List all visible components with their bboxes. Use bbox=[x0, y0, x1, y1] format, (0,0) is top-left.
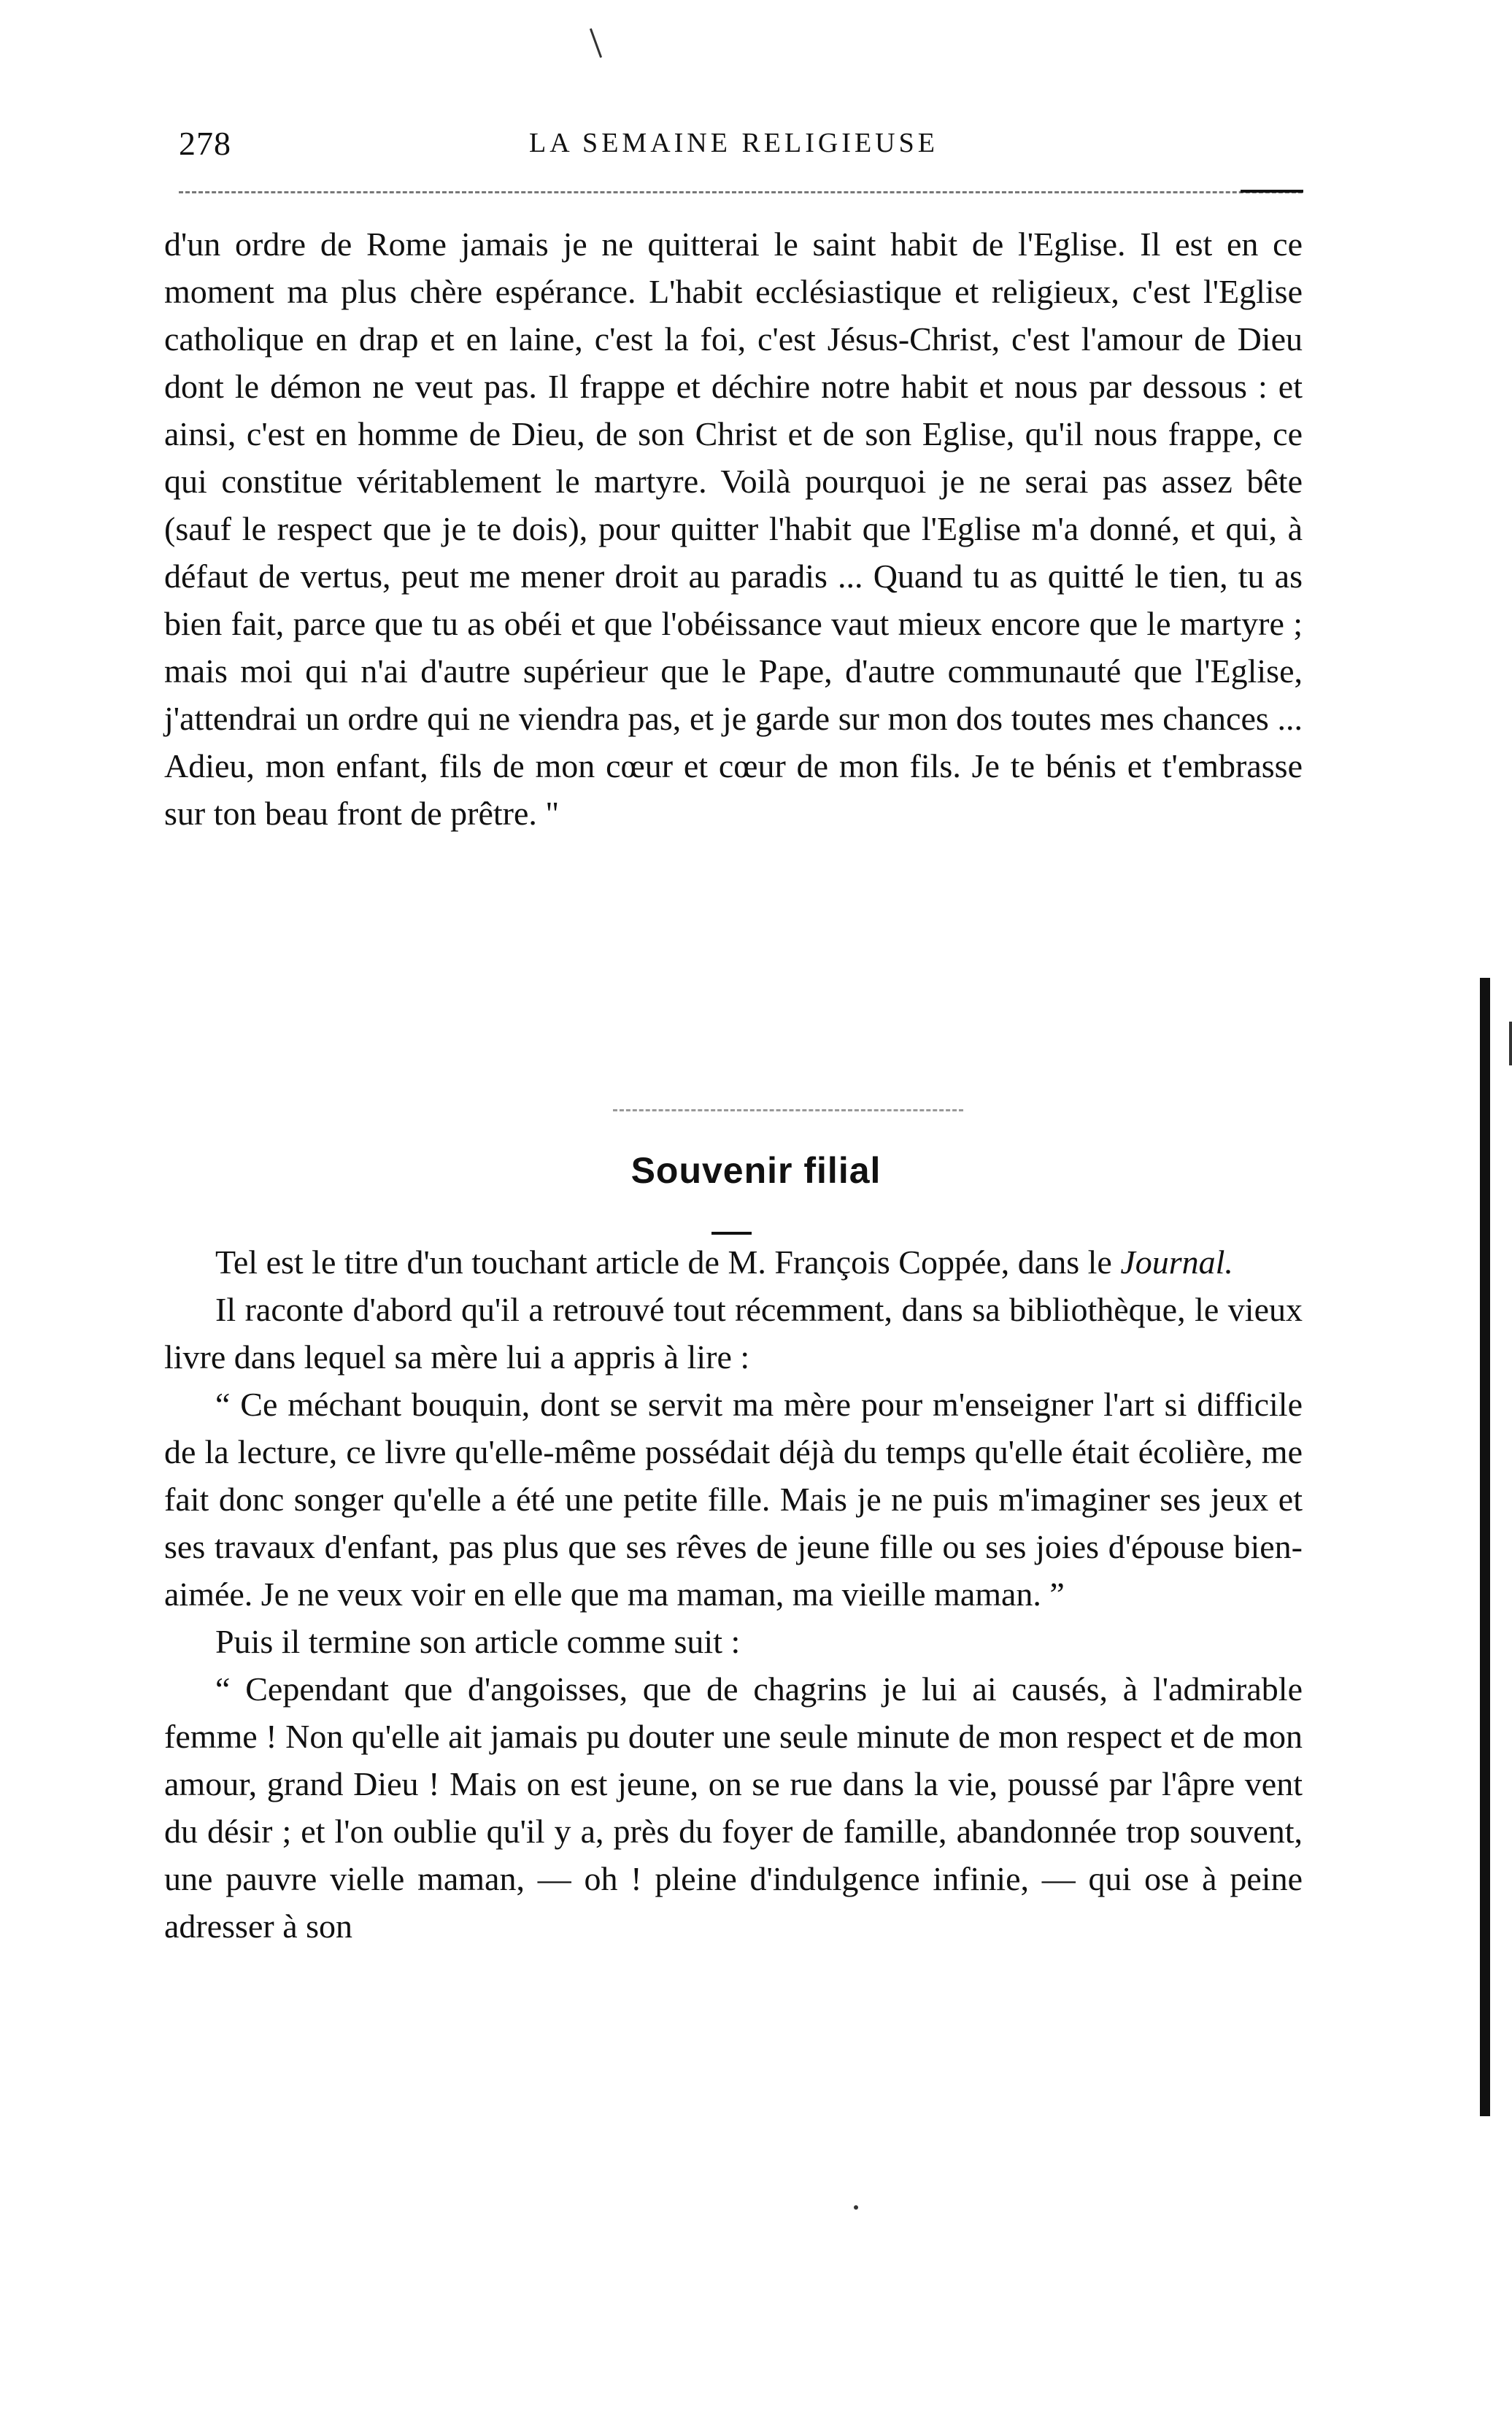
scan-mark bbox=[590, 28, 602, 58]
scan-edge-shadow bbox=[1480, 978, 1490, 2116]
paragraph: Puis il termine son article comme suit : bbox=[215, 1623, 741, 1660]
scan-speck bbox=[854, 2205, 858, 2210]
running-title: LA SEMAINE RELIGIEUSE bbox=[529, 128, 938, 158]
letter-continuation bbox=[164, 220, 1303, 837]
title-underline bbox=[711, 1232, 752, 1235]
page-header bbox=[179, 124, 1303, 168]
paragraph: d'un ordre de Rome jamais je ne quitterai le saint habit de l'Eglise. Il est en ce moment ma plus chère espérance. L'habit ecclésiastique et religieux, c'est l'Eglise catholique en drap et en laine, c'est la foi, c'est Jésus-Christ, c'est l'amour de Dieu dont le démon ne veut pas. Il frappe et déchire notre habit et nous par dessous : et ainsi, c'est en homme de Dieu, de son Christ et de son Eglise, qu'il nous frappe, ce qui constitue véritablement le martyre. Voilà pourquoi je ne serai pas assez bête (sauf le respect que je te dois), pour quitter l'habit que l'Eglise m'a donné, et qui, à défaut de vertus, peut me mener droit au paradis ... Quand tu as quitté le tien, tu as bien fait, parce que tu as obéi et que l'obéissance vaut mieux encore que le martyre ; mais moi qui n'ai d'autre supérieur que le Pape, d'autre communauté que l'Eglise, j'attendrai un ordre qui ne viendra pas, et je garde sur mon dos toutes mes chances ... Adieu, mon enfant, fils de mon cœur et cœur de mon fils. Je te bénis et t'embrasse sur ton beau front de prêtre. " bbox=[164, 225, 1303, 832]
section-separator bbox=[613, 1109, 963, 1113]
paragraph-intro-text: Tel est le titre d'un touchant article de M. François Coppée, dans le bbox=[215, 1243, 1121, 1281]
scan-edge-mark bbox=[1509, 1022, 1512, 1065]
article-body bbox=[164, 1238, 1303, 1950]
quoted-paragraph: “ Ce méchant bouquin, dont se servit ma mère pour m'enseigner l'art si difficile de la lecture, ce livre qu'elle-même possédait déjà du temps qu'elle était écolière, me fait donc songer qu'elle a été une petite fille. Mais je ne puis m'imaginer ses jeux et ses travaux d'enfant, pas plus que ses rêves de jeune fille ou ses joies d'épouse bien-aimée. Je ne veux voir en elle que ma maman, ma vieille maman. ” bbox=[164, 1386, 1303, 1613]
journal-name: Journal. bbox=[1120, 1243, 1233, 1281]
page-number: 278 bbox=[179, 125, 231, 162]
section-title: Souvenir filial bbox=[630, 1150, 882, 1191]
paragraph-intro bbox=[164, 1238, 1303, 1286]
quoted-paragraph: “ Cependant que d'angoisses, que de chagrins je lui ai causés, à l'admirable femme ! Non qu'elle ait jamais pu douter une seule minute de mon respect et de mon amour, grand Dieu ! Mais on est jeune, on se rue dans la vie, poussé par l'âpre vent du désir ; et l'on oublie qu'il y a, près du foyer de famille, abandonnée trop souvent, une pauvre vielle maman, — oh ! pleine d'indulgence infinie, — qui ose à peine adresser à son bbox=[164, 1670, 1303, 1945]
header-rule bbox=[179, 191, 1303, 196]
paragraph: Il raconte d'abord qu'il a retrouvé tout récemment, dans sa bibliothèque, le vieux livre dans lequel sa mère lui a appris à lire : bbox=[164, 1291, 1303, 1376]
header-rule-end bbox=[1241, 190, 1303, 193]
